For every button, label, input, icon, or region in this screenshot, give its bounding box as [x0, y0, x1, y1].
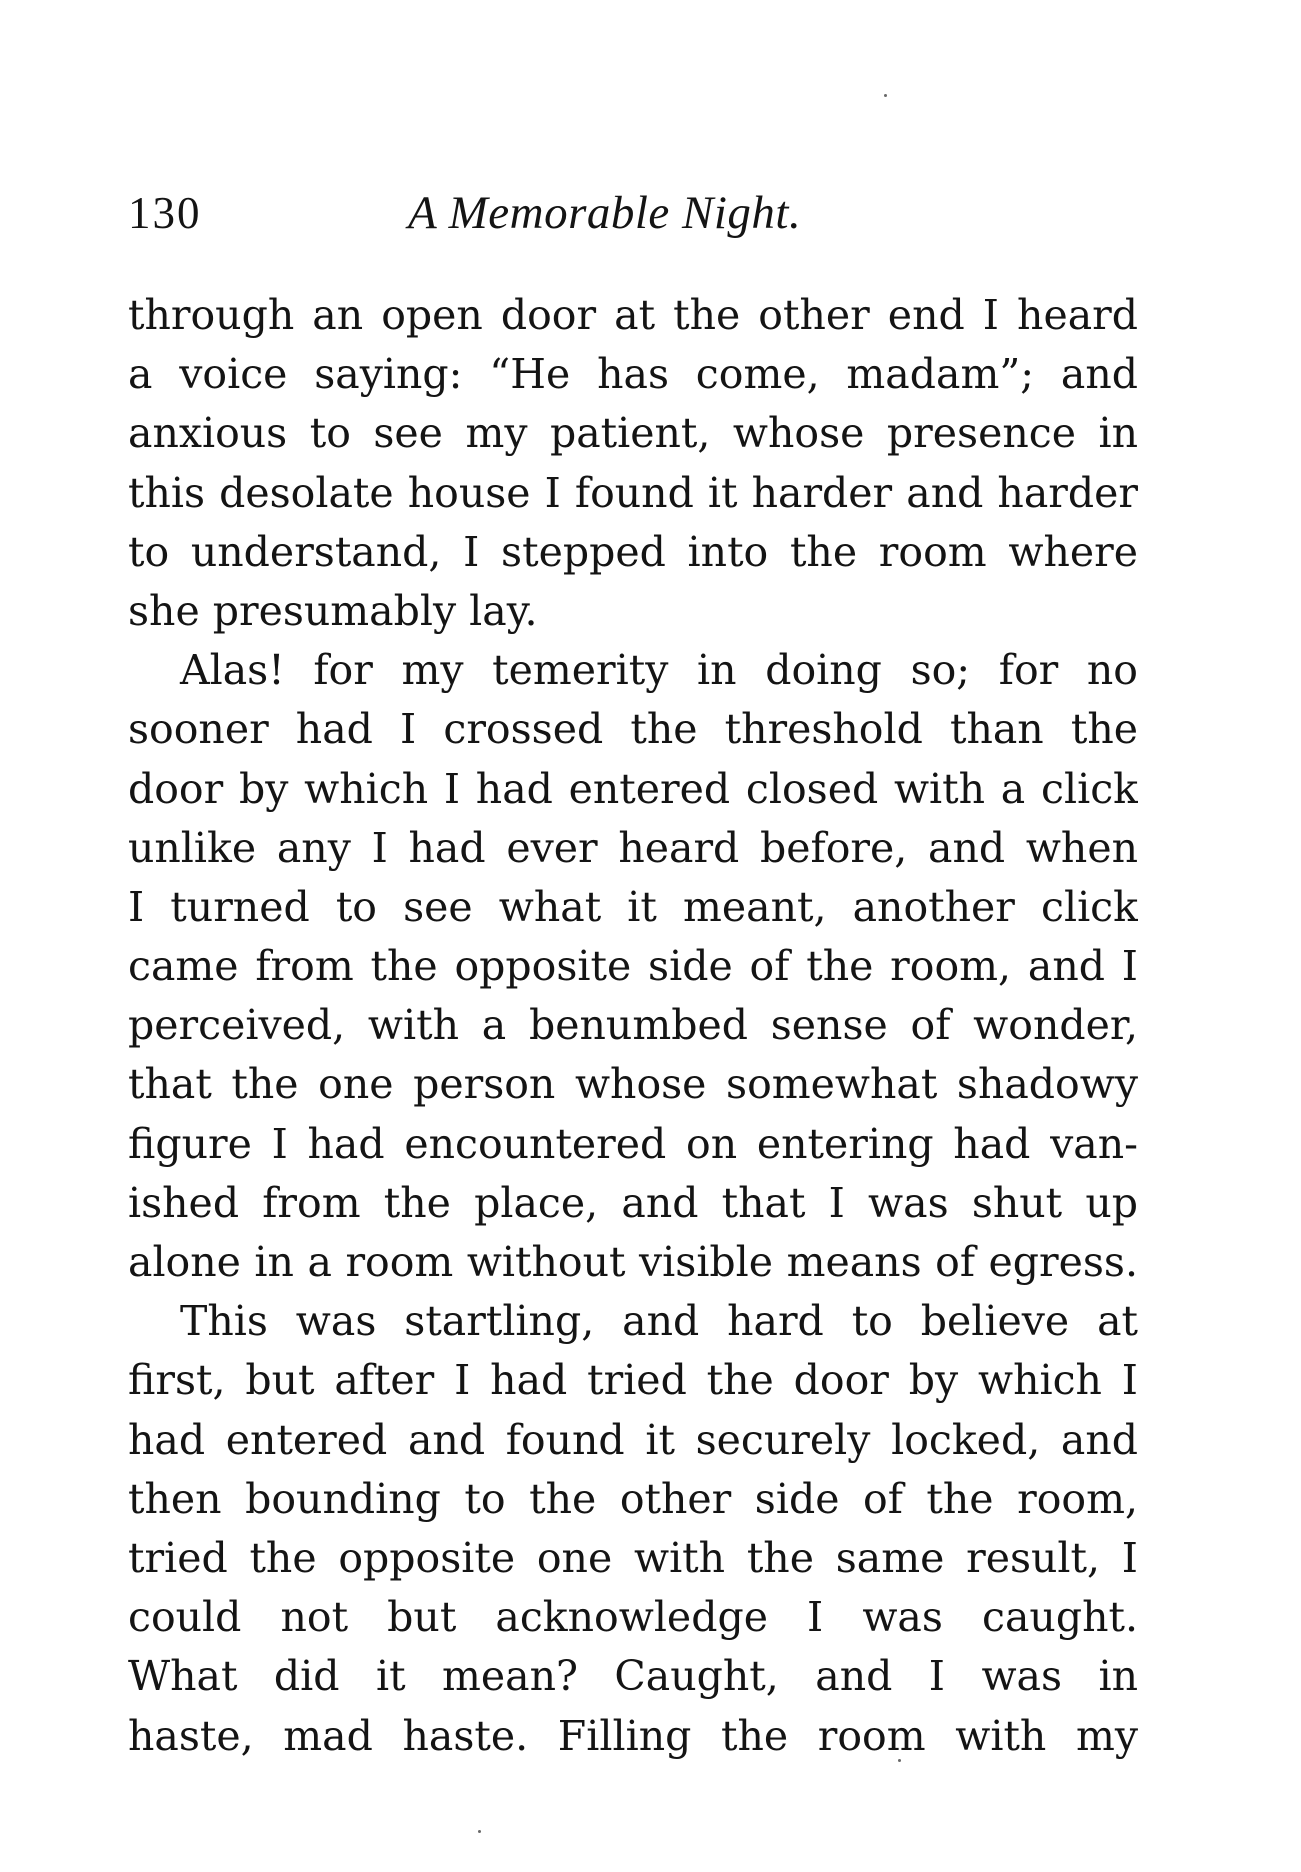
body-text	[128, 286, 1138, 1766]
text-line: came from the opposite side of the room, and I	[128, 942, 1138, 991]
running-title: A Memorable Night.	[408, 187, 802, 239]
text-line: that the one person whose somewhat shadowy	[128, 1060, 1138, 1109]
text-line: to understand, I stepped into the room where	[128, 527, 1138, 576]
page-number: 130	[128, 188, 202, 238]
paragraph-first-line: This was startling, and hard to believe at	[180, 1297, 1138, 1346]
running-head	[128, 188, 1138, 248]
text-line: anxious to see my patient, whose presence in	[128, 409, 1138, 458]
text-line: What did it mean? Caught, and I was in	[128, 1652, 1138, 1701]
text-line: she presumably lay.	[128, 586, 538, 635]
text-line: a voice saying: “He has come, madam”; and	[128, 350, 1138, 399]
paper-speck	[478, 1830, 481, 1833]
text-line: this desolate house I found it harder and harder	[128, 468, 1138, 517]
text-line: I turned to see what it meant, another click	[128, 882, 1138, 931]
text-line: sooner had I crossed the threshold than the	[128, 705, 1138, 754]
text-line: perceived, with a benumbed sense of wonder,	[128, 1001, 1138, 1050]
text-line: figure I had encountered on entering had van-	[128, 1119, 1138, 1168]
text-line: door by which I had entered closed with a click	[128, 764, 1138, 813]
paper-speck	[898, 1759, 901, 1762]
text-line: through an open door at the other end I heard	[128, 291, 1138, 339]
paragraph-first-line: Alas! for my temerity in doing so; for no	[180, 646, 1138, 695]
text-line: unlike any I had ever heard before, and when	[128, 823, 1138, 872]
text-line: haste, mad haste. Filling the room with my	[128, 1711, 1138, 1760]
text-line: then bounding to the other side of the room,	[128, 1474, 1138, 1523]
paper-speck	[884, 94, 887, 97]
text-line: could not but acknowledge I was caught.	[128, 1593, 1138, 1642]
text-line: alone in a room without visible means of egress.	[128, 1238, 1138, 1286]
text-line: ished from the place, and that I was shut up	[128, 1178, 1138, 1227]
text-line: tried the opposite one with the same result, I	[128, 1533, 1138, 1582]
text-line: first, but after I had tried the door by which I	[128, 1356, 1138, 1405]
text-line: had entered and found it securely locked, and	[128, 1415, 1138, 1464]
